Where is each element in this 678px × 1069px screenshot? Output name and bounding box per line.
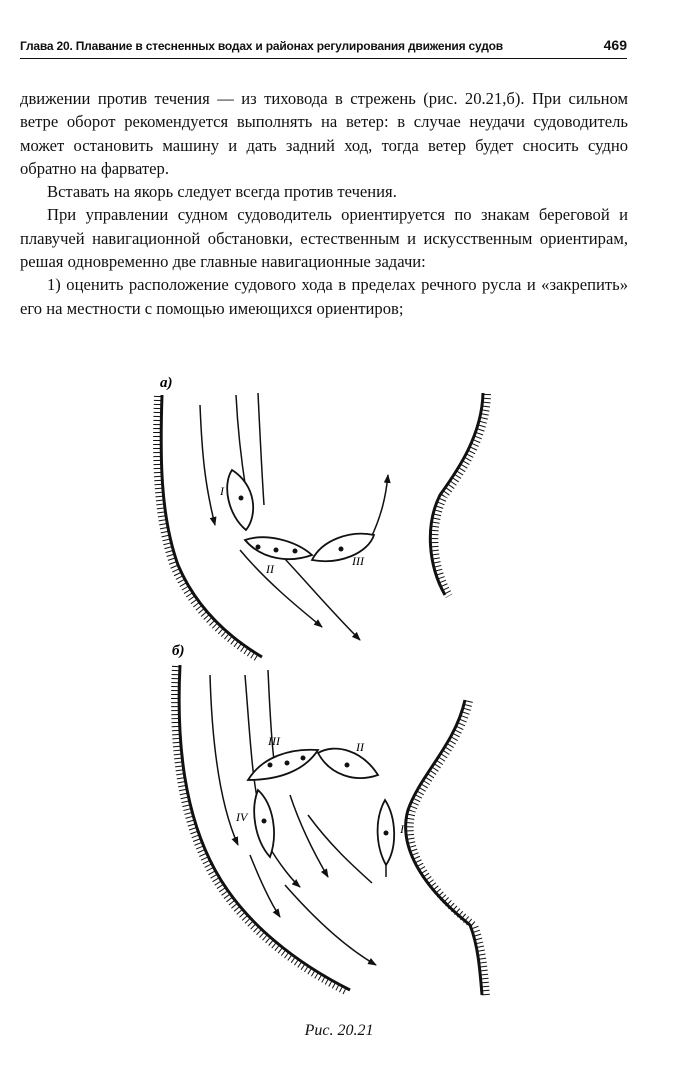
chapter-title: Глава 20. Плавание в стесненных водах и районах регулирования движения судов <box>20 39 503 53</box>
panel-b-label: б) <box>172 643 185 659</box>
current-lines-b <box>210 670 376 965</box>
vessel-label-I-b: I <box>400 822 404 836</box>
paragraph-continuation: движении против течения — из тиховода в стрежень (рис. 20.21,б). При сильном ветре оборот рекомендуется выполнять на ветер: в случае неудачи судоводитель может остановить машину и дать задний ход, тогда ветер будет сносить судно обратно на фарватер. <box>20 89 628 178</box>
vessel-II-a <box>245 537 312 576</box>
running-header <box>20 36 627 59</box>
vessel-label-III-a: III <box>352 554 364 568</box>
panel-a-label: а) <box>160 375 173 391</box>
vessel-III-b <box>248 734 318 780</box>
body-text <box>20 87 628 320</box>
vessel-III-a <box>312 534 374 568</box>
figure-caption: Рис. 20.21 <box>304 1022 374 1039</box>
vessel-label-II-a: II <box>266 562 274 576</box>
current-lines-a <box>200 393 388 640</box>
vessel-IV-b <box>235 790 274 857</box>
right-bank-a <box>430 393 487 596</box>
figure-20-21 <box>0 365 678 1015</box>
vessel-II-b <box>318 740 378 778</box>
paragraph-anchoring: Вставать на якорь следует всегда против течения. <box>47 182 397 202</box>
vessel-label-II-b: II <box>356 740 364 754</box>
paragraph-task-one: 1) оценить расположение судового хода в пределах речного русла и «закрепить» его на местности с помощью имеющихся ориентиров; <box>20 275 628 318</box>
vessel-label-I-a: I <box>220 484 224 498</box>
vessel-label-III-b: III <box>268 734 280 748</box>
page-number: 469 <box>603 37 627 53</box>
panel-a <box>157 375 487 658</box>
vessel-I-b <box>378 800 405 877</box>
vessel-I-a <box>219 470 253 530</box>
paragraph-navigation-tasks: При управлении судном судоводитель ориентируется по знакам береговой и плавучей навигационной обстановки, естественным и искусственным ориентирам, решая одновременно две главные навигационные задачи: <box>20 205 628 272</box>
vessel-label-IV-b: IV <box>236 810 248 824</box>
right-bank-b <box>406 700 486 996</box>
panel-b <box>172 643 486 996</box>
